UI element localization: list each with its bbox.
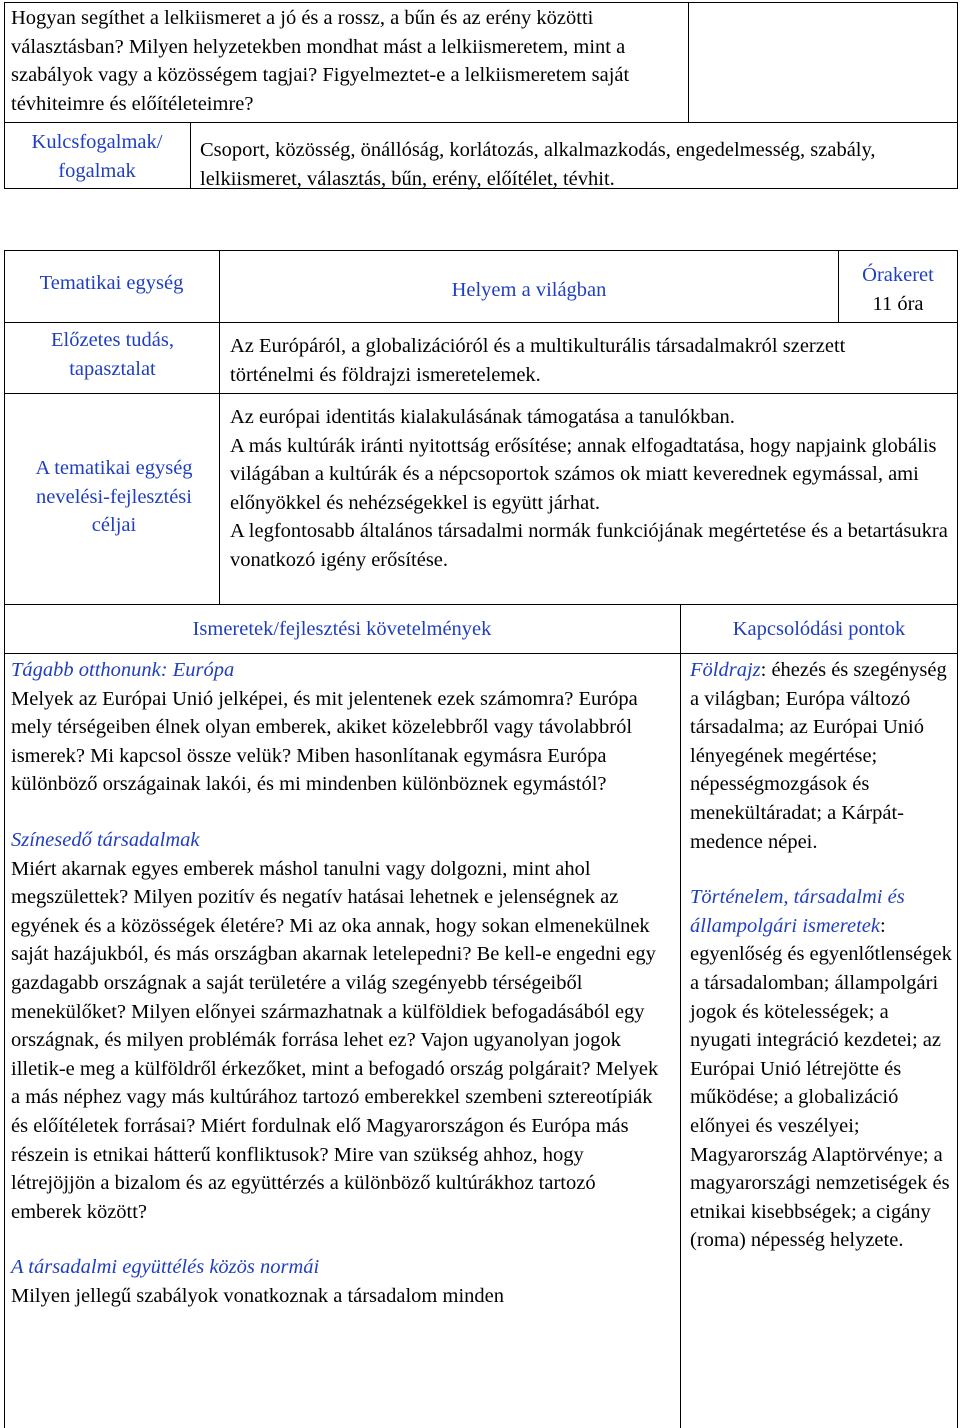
spacer [11, 1226, 667, 1253]
spacer [11, 799, 667, 826]
key-concepts-label [4, 128, 190, 185]
requirement-text: Milyen jellegű szabályok vonatkoznak a társadalom minden [11, 1284, 504, 1307]
table-border [190, 122, 191, 189]
table-border [688, 2, 689, 123]
goals-text [230, 403, 952, 575]
hours-label: Órakeret [862, 264, 934, 286]
spacer [690, 856, 955, 883]
goal-paragraph: Az európai identitás kialakulásának támogatása a tanulókban. [230, 406, 735, 428]
connection-block [690, 883, 955, 1255]
hours-value: 11 óra [872, 293, 924, 315]
prior-knowledge-text: Az Európáról, a globalizációról és a multikulturális társadalmakról szerzett történelmi és földrajzi ismeretelemek. [230, 335, 846, 386]
connection-subject: Földrajz [690, 659, 761, 681]
goal-paragraph: A legfontosabb általános társadalmi normák funkciójának megértetése és a betartásukra vonatkozó igény erősítése. [230, 520, 948, 571]
connection-subject: Történelem, társadalmi és állampolgári ismeretek [690, 886, 905, 937]
table-border [4, 322, 958, 323]
connection-text: : egyenlőség és egyenlőtlenségek a társadalomban; állampolgári jogok és kötelességek; a nyugati integráció kezdetei; az Európai Unió létrejötte és működése; a globalizáció előnyei és veszélyei; Magyarország Alaptörvénye; a magyarországi nemzetiségek és etnikai kisebbségek; a cigány (roma) népesség helyzete. [690, 914, 952, 1252]
intro-questions: Hogyan segíthet a lelkiismeret a jó és a rossz, a bűn és az erény közötti választásban? Milyen helyzetekben mondhat mást a lelkiismeretem, mint a szabályok vagy a közösségem tagjai? Figyelmeztet-e a lelkiismeretem saját tévhiteimre és előítéleteimre? [11, 7, 630, 115]
requirement-title: A társadalmi együttélés közös normái [11, 1256, 320, 1279]
key-concepts-label-line1: Kulcsfogalmak/ [31, 131, 163, 153]
table-border [4, 250, 958, 251]
key-concepts-text: Csoport, közösség, önállóság, korlátozás, alkalmazkodás, engedelmesség, szabály, lelkiismeret, választás, bűn, erény, előítélet, tévhit. [200, 139, 876, 190]
goals-label: A tematikai egység nevelési-fejlesztési céljai [35, 457, 193, 537]
requirement-text: Miért akarnak egyes emberek máshol tanulni vagy dolgozni, mint ahol megszülettek? Milyen pozitív és negatív hatásai lehetnek e jelenségnek az egyének és a közösségek életére? Mi az oka annak, hogy sokan elmenekülnek saját hazájukból, és más országban akarnak letelepedni? Be kell-e engedni egy gazdagabb országnak a saját területére a világ szegényebb térségeiből menekülőket? Milyen előnyei származhatnak a külföldiek befogadásából egy országnak, és milyen problémák forrása lehet ez? Vajon ugyanolyan jogok illetik-e meg a külföldről érkezőket, mint a befogadó ország polgárait? Melyek a más néphez vagy más kultúrához tartozó emberekkel szembeni sztereotípiák és előítéletek forrásai? Miért fordulnak elő Magyarországon és Európa más részein is etnikai hátterű konfliktusok? Mire van szükség ahhoz, hogy létrejöjjön a bizalom és az együttérzés a különböző kultúrákhoz tartozó emberek között? [11, 857, 659, 1223]
table-border [4, 393, 958, 394]
thematic-unit-title: Helyem a világban [451, 279, 607, 301]
table-border [957, 250, 958, 1428]
table-border [4, 2, 958, 3]
connection-text: : éhezés és szegénység a világban; Európa változó társadalma; az Európai Unió lényegének megértése; népességmozgások és menekültáradat; a Kárpát-medence népei. [690, 659, 947, 853]
requirements-header: Ismeretek/fejlesztési követelmények [192, 618, 492, 640]
key-concepts-label-line2: fogalmak [58, 159, 136, 182]
requirement-title: Színesedő társadalmak [11, 828, 200, 851]
connections-header: Kapcsolódási pontok [732, 618, 906, 640]
connections-column [690, 656, 955, 1255]
table-border [4, 122, 958, 123]
thematic-unit-label: Tematikai egység [39, 272, 184, 294]
table-border [4, 653, 958, 654]
requirement-title: Tágabb otthonunk: Európa [11, 659, 235, 681]
connection-block [690, 656, 955, 856]
goal-paragraph: A más kultúrák iránti nyitottság erősítése; annak elfogadtatása, hogy napjaink globális világában a kultúrák és a népcsoportok számos ok miatt keverednek egymással, ami előnyökkel és nehézségekkel is együtt járhat. [230, 434, 937, 514]
table-border [680, 604, 681, 1428]
table-border [4, 250, 5, 1428]
requirement-text: Melyek az Európai Unió jelképei, és mit jelentenek ezek számomra? Európa mely térségeiben élnek olyan emberek, akiket közelebbről vagy távolabbról ismerek? Mi kapcsol össze velük? Miben hasonlítanak egymásra Európa különböző országainak lakói, és mi mindenben különböznek egymástól? [11, 687, 638, 796]
prior-knowledge-label: Előzetes tudás, tapasztalat [51, 329, 174, 380]
requirements-column [11, 656, 667, 1310]
table-border [957, 2, 958, 189]
table-border [4, 604, 958, 605]
